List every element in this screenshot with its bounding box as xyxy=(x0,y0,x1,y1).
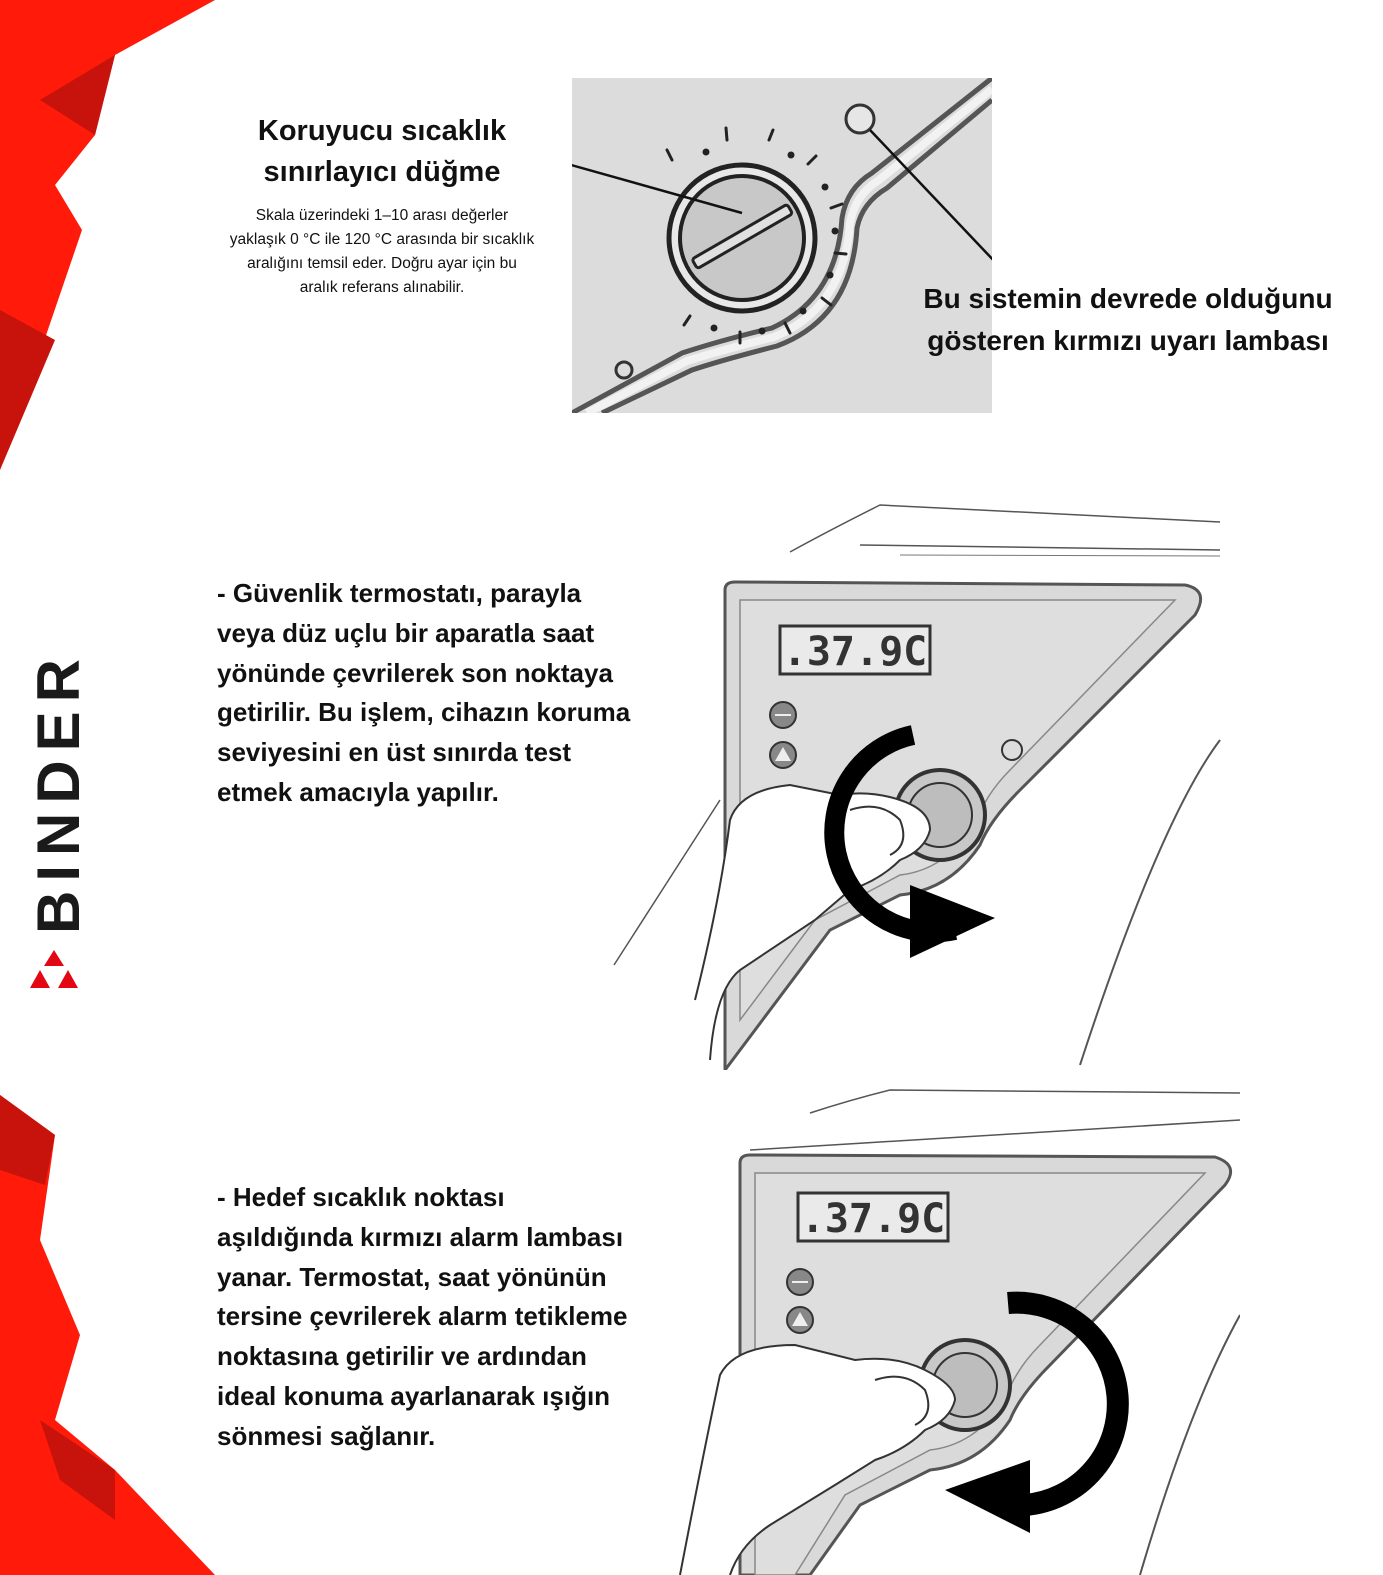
step2-line: sönmesi sağlanır. xyxy=(217,1420,436,1451)
lamp-label-line: Bu sistemin devrede olduğunu xyxy=(923,283,1333,314)
step1-line: etmek amacıyla yapılır. xyxy=(217,776,499,807)
lamp-label-line: gösteren kırmızı uyarı lambası xyxy=(927,325,1329,356)
step2-counterclockwise-illustration xyxy=(620,1085,1240,1575)
note-line: Skala üzerindeki 1–10 arası değerler xyxy=(255,207,509,224)
step1-line: - Güvenlik termostatı, parayla xyxy=(217,578,582,608)
step2-line: yanar. Termostat, saat yönünün xyxy=(217,1261,607,1292)
brand-logo-icon xyxy=(24,948,84,990)
note-line: aralık referans alınabilir. xyxy=(299,279,465,296)
step2-line: - Hedef sıcaklık noktası xyxy=(217,1182,505,1212)
top-red-shape xyxy=(0,0,215,470)
step2-line: noktasına getirilir ve ardından xyxy=(217,1341,587,1372)
limiter-panel-illustration xyxy=(572,78,992,413)
step2-line: aşıldığında kırmızı alarm lambası xyxy=(217,1221,624,1252)
limiter-title-line1: Koruyucu sıcaklık xyxy=(257,115,507,147)
step1-line: seviyesini en üst sınırda test xyxy=(217,737,572,768)
step2-line: ideal konuma ayarlanarak ışığın xyxy=(217,1380,611,1411)
step2-line: tersine çevrilerek alarm tetikleme xyxy=(217,1301,628,1332)
alarm-lamp-icon xyxy=(1002,740,1022,760)
bottom-red-shape xyxy=(0,1095,215,1575)
limiter-scale-note xyxy=(200,204,564,300)
note-line: aralığını temsil eder. Doğru ayar için bu xyxy=(247,255,517,272)
brand-name: BINDER xyxy=(25,649,92,934)
step1-display: .37.9C xyxy=(782,629,928,675)
step1-line: getirilir. Bu işlem, cihazın koruma xyxy=(217,697,631,728)
step2-display: .37.9C xyxy=(800,1196,946,1242)
limiter-title xyxy=(212,111,552,193)
note-line: yaklaşık 0 °C ile 120 °C arasında bir sıcaklık xyxy=(229,231,535,248)
step1-line: yönünde çevrilerek son noktaya xyxy=(217,657,613,688)
limiter-title-line2: sınırlayıcı düğme xyxy=(263,156,501,188)
warning-lamp-label xyxy=(898,278,1358,362)
step1-clockwise-illustration xyxy=(600,500,1230,1070)
step1-line: veya düz uçlu bir aparatla saat xyxy=(217,617,595,648)
step2-text xyxy=(217,1178,687,1457)
